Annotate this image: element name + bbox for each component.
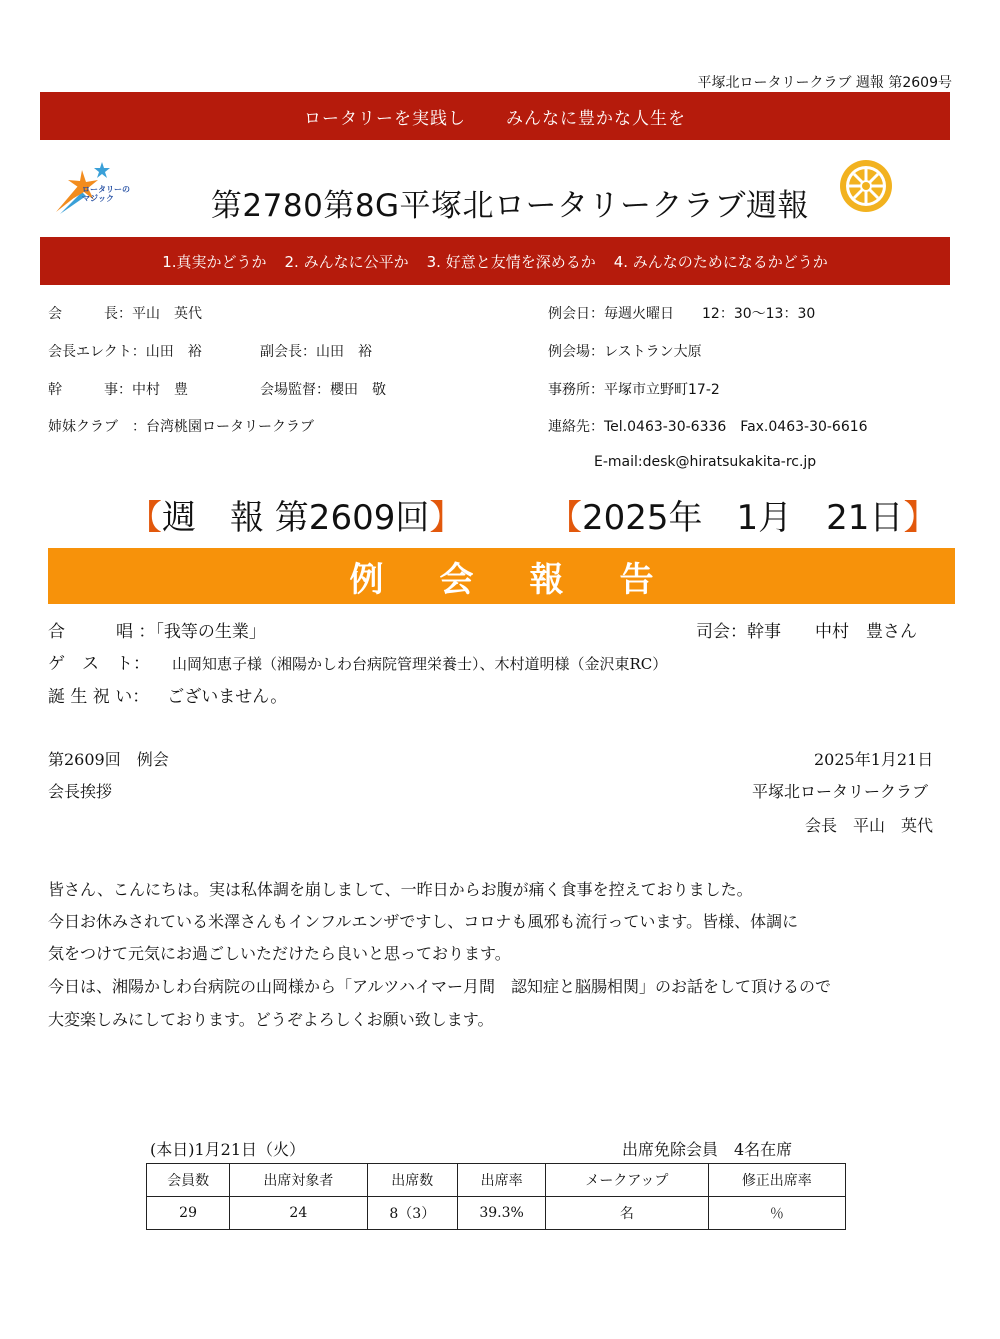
col-attended: 出席数 <box>367 1164 458 1197</box>
song-label: 合 唱 ： <box>48 622 156 642</box>
office: 平塚市立野町17-2 <box>604 382 720 398</box>
meeting-number: 第2609回 例会 <box>48 750 169 769</box>
greeting-subject: 会長挨拶 <box>48 782 113 801</box>
test-4: 4. みんなのためになるかどうか <box>613 252 828 271</box>
cell-adjusted-rate: ％ <box>708 1197 845 1230</box>
greeting-line: 皆さん、こんにちは。実は私体調を崩しまして、一昨日からお腹が痛く食事を控えておりました。 <box>48 880 753 899</box>
elect-label: 会長エレクト： <box>48 344 146 360</box>
meeting-day: 毎週火曜日 12：30〜13：30 <box>604 306 816 322</box>
four-way-test-band <box>40 237 950 285</box>
report-heading-band <box>48 548 955 604</box>
song: 「我等の生業」 <box>155 622 266 642</box>
cell-makeup: 名 <box>546 1197 709 1230</box>
test-1: 1.真実かどうか <box>162 252 267 271</box>
exempt-members: 出席免除会員 4名在席 <box>622 1140 793 1159</box>
vice-label: 副会長： <box>260 344 316 360</box>
col-members: 会員数 <box>147 1164 230 1197</box>
contact-label: 連絡先： <box>548 419 604 435</box>
birthday: ございません。 <box>167 687 288 707</box>
attendance-table <box>146 1163 846 1230</box>
attendance-date: (本日)1月21日（火） <box>150 1140 306 1159</box>
venue: レストラン大原 <box>604 344 702 360</box>
motto-part-1: ロータリーを実践し <box>304 108 466 129</box>
col-makeup: メークアップ <box>546 1164 709 1197</box>
sister-club-row <box>48 416 314 436</box>
bracket-open: 【 <box>548 498 582 538</box>
song-row <box>48 617 266 642</box>
greeting-line: 今日お休みされている米澤さんもインフルエンザですし、コロナも風邪も流行っています。皆様、体調に <box>48 912 799 931</box>
page-title: 第2780第8G平塚北ロータリークラブ週報 <box>210 188 810 224</box>
sergeant-row <box>260 379 386 399</box>
office-label: 事務所： <box>548 382 604 398</box>
motto-band <box>40 92 950 140</box>
venue-label: 例会場： <box>548 344 604 360</box>
logo-text-line-1: ロータリーの <box>82 185 130 194</box>
bracket-close: 】 <box>903 498 938 538</box>
col-adjusted-rate: 修正出席率 <box>708 1164 845 1197</box>
cell-attended: 8（3） <box>367 1197 458 1230</box>
report-heading-char: 例 <box>349 559 384 600</box>
greeting-line: 大変楽しみにしております。どうぞよろしくお願い致します。 <box>48 1010 494 1029</box>
report-heading-char: 告 <box>619 559 654 600</box>
report-heading-char: 報 <box>529 559 564 600</box>
greeting-date: 2025年1月21日 <box>814 750 934 769</box>
motto-part-2: みんなに豊かな人生を <box>506 108 686 129</box>
guest-row <box>48 649 667 674</box>
secretary-row <box>48 379 188 399</box>
signature: 会長 平山 英代 <box>805 816 934 835</box>
cell-eligible: 24 <box>230 1197 367 1230</box>
birthday-row <box>48 682 287 707</box>
bracket-open: 【 <box>128 498 162 538</box>
test-3: 3. 好意と友情を深めるか <box>426 252 596 271</box>
club-name: 平塚北ロータリークラブ <box>752 782 929 801</box>
guests: 山岡知恵子様（湘陽かしわ台病院管理栄養士）、木村道明様（金沢東RC） <box>172 655 668 673</box>
greeting-line: 今日は、湘陽かしわ台病院の山岡様から「アルツハイマー月間 認知症と脳腸相関」のお話をして頂けるので <box>48 977 832 996</box>
sergeant-name: 櫻田 敬 <box>330 382 386 398</box>
secretary-label: 幹 事： <box>48 382 132 398</box>
secretary-name: 中村 豊 <box>132 382 188 398</box>
sister-label: 姉妹クラブ ： <box>48 419 146 435</box>
contact-row <box>548 416 868 436</box>
president-label: 会 長： <box>48 306 132 322</box>
report-heading-char: 会 <box>439 559 474 600</box>
elect-row <box>48 341 202 361</box>
meeting-day-row <box>548 303 815 323</box>
issue-label: 平塚北ロータリークラブ 週報 第2609号 <box>697 75 952 91</box>
guest-label: ゲ ス ト： <box>48 654 150 674</box>
rotary-wheel-icon <box>838 158 894 214</box>
meeting-day-label: 例会日： <box>548 306 604 322</box>
col-eligible: 出席対象者 <box>230 1164 367 1197</box>
cell-rate: 39.3% <box>458 1197 546 1230</box>
mc: 司会：幹事 中村 豊さん <box>696 622 917 642</box>
sister-name: 台湾桃園ロータリークラブ <box>146 419 314 435</box>
birthday-label: 誕 生 祝 い： <box>48 687 150 707</box>
greeting-line: 気をつけて元気にお過ごしいただけたら良いと思っております。 <box>48 944 511 963</box>
bracket-close: 】 <box>429 498 464 538</box>
issue-date-text: 2025年 1月 21日 <box>582 498 904 538</box>
issue-number-text: 週 報 第2609回 <box>162 498 430 538</box>
vice-row <box>260 341 372 361</box>
president-row <box>48 303 202 323</box>
test-2: 2. みんなに公平か <box>284 252 409 271</box>
issue-number <box>128 490 463 539</box>
table-row <box>147 1197 846 1230</box>
vice-name: 山田 裕 <box>316 344 372 360</box>
logo-text-line-2: マジック <box>82 194 114 203</box>
president-name: 平山 英代 <box>132 306 202 322</box>
venue-row <box>548 341 702 361</box>
contact: Tel.0463-30-6336 Fax.0463-30-6616 <box>604 419 868 435</box>
elect-name: 山田 裕 <box>145 344 202 360</box>
sergeant-label: 会場監督： <box>260 382 330 398</box>
email: E-mail:desk@hiratsukakita-rc.jp <box>594 454 817 470</box>
office-row <box>548 379 720 399</box>
cell-members: 29 <box>147 1197 230 1230</box>
issue-date <box>548 490 937 539</box>
col-rate: 出席率 <box>458 1164 546 1197</box>
table-header-row <box>147 1164 846 1197</box>
